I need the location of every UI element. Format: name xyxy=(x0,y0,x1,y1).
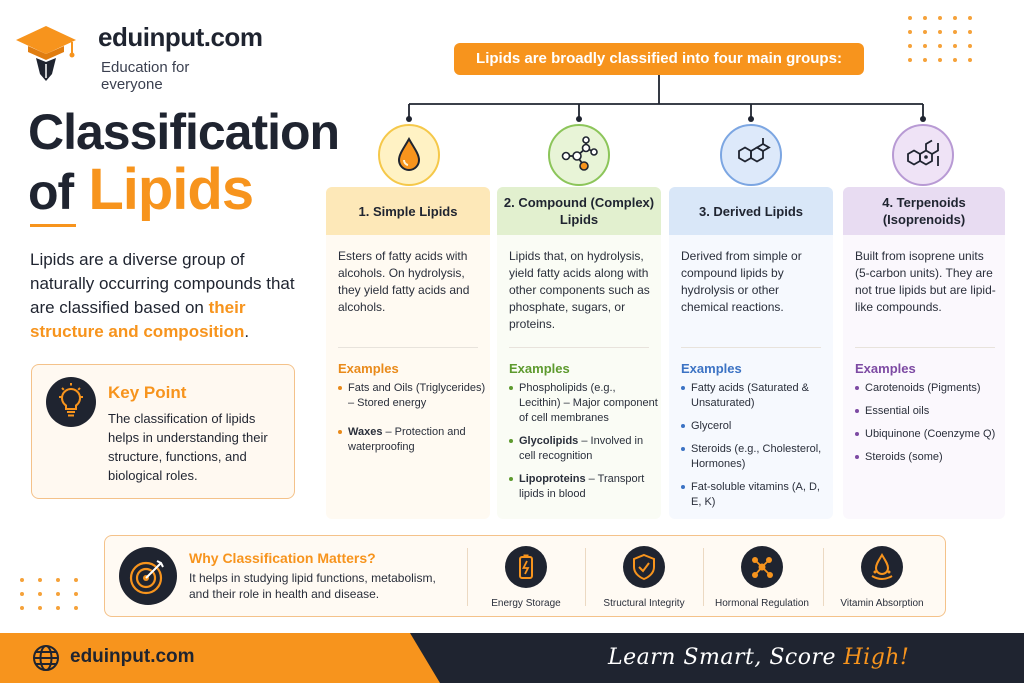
list-item: Fatty acids (Saturated & Unsaturated) xyxy=(681,381,831,411)
footer-bar xyxy=(0,633,1024,683)
intro-highlight: their structure and composition xyxy=(30,298,246,341)
target-icon xyxy=(119,547,177,605)
examples-list xyxy=(681,381,831,518)
lightbulb-icon xyxy=(46,377,96,427)
key-point-box xyxy=(31,364,295,499)
graduation-pen-icon xyxy=(14,18,78,82)
divider xyxy=(509,347,649,348)
list-item: Fats and Oils (Triglycerides) – Stored energy xyxy=(338,381,488,411)
why-title: Why Classification Matters? xyxy=(189,550,376,566)
brand-logo[interactable] xyxy=(14,18,263,93)
isoprene-structure-icon xyxy=(892,124,954,186)
footer-site-link[interactable]: eduinput.com xyxy=(70,646,195,667)
feature-label: Hormonal Regulation xyxy=(715,598,809,609)
title-underline xyxy=(30,224,76,227)
globe-icon xyxy=(32,644,60,672)
why-classification-panel xyxy=(104,535,946,617)
footer-slogan xyxy=(608,645,909,670)
slogan-text: Learn Smart, Score xyxy=(608,645,844,670)
feature-label: Vitamin Absorption xyxy=(840,598,924,609)
footer-accent xyxy=(0,633,440,683)
key-point-title: Key Point xyxy=(108,383,187,402)
slogan-highlight: High! xyxy=(843,645,910,670)
decorative-dots-top-right xyxy=(908,16,972,62)
list-item: Waxes – Protection and waterproofing xyxy=(338,425,488,455)
divider xyxy=(338,347,478,348)
list-item: Lipoproteins – Transport lipids in blood xyxy=(509,472,659,502)
classification-banner: Lipids are broadly classified into four main groups: xyxy=(454,43,864,75)
intro-text: Lipids are a diverse group of naturally occurring compounds that are classified based on xyxy=(30,250,295,317)
hormone-network-icon xyxy=(741,546,783,588)
examples-list xyxy=(338,381,488,463)
examples-list xyxy=(509,381,659,510)
group-description: Esters of fatty acids with alcohols. On hydrolysis, they yield fatty acids and alcohols. xyxy=(338,249,470,314)
group-title: 3. Derived Lipids xyxy=(669,187,833,235)
brand-tagline: Education for everyone xyxy=(101,59,190,93)
list-item: Essential oils xyxy=(855,404,1005,419)
list-item: Carotenoids (Pigments) xyxy=(855,381,1005,396)
examples-list xyxy=(855,381,1005,473)
group-card-derived-lipids xyxy=(669,187,833,519)
group-title: 1. Simple Lipids xyxy=(326,187,490,235)
group-description: Derived from simple or compound lipids by hydrolysis or other chemical reactions. xyxy=(681,249,802,314)
hexagon-rings-icon xyxy=(720,124,782,186)
intro-paragraph xyxy=(30,248,300,344)
title-of: of xyxy=(28,164,74,220)
examples-label: Examples xyxy=(681,361,742,376)
brand-name: eduinput.com xyxy=(98,22,263,52)
divider xyxy=(681,347,821,348)
battery-icon xyxy=(505,546,547,588)
feature-vitamin-absorption xyxy=(823,546,941,609)
group-description: Lipids that, on hydrolysis, yield fatty acids along with other components such as phosphate, sugars, or proteins. xyxy=(509,249,650,331)
list-item: Phospholipids (e.g., Lecithin) – Major component of cell membranes xyxy=(509,381,659,426)
group-description: Built from isoprene units (5-carbon units). They are not true lipids but are lipid-like compounds. xyxy=(855,249,996,314)
group-card-terpenoids xyxy=(843,187,1005,519)
oil-drop-icon xyxy=(378,124,440,186)
feature-label: Energy Storage xyxy=(491,598,561,609)
title-highlight: Lipids xyxy=(88,157,254,222)
page-title-line1: Classification xyxy=(28,104,340,160)
group-title: 4. Terpenoids (Isoprenoids) xyxy=(843,187,1005,235)
molecule-network-icon xyxy=(548,124,610,186)
examples-label: Examples xyxy=(855,361,916,376)
feature-energy-storage xyxy=(467,546,585,609)
group-card-simple-lipids xyxy=(326,187,490,519)
why-text: It helps in studying lipid functions, metabolism, and their role in health and disease. xyxy=(189,571,436,601)
list-item: Glycolipids – Involved in cell recognition xyxy=(509,434,659,464)
key-point-text: The classification of lipids helps in understanding their structure, functions, and biological roles. xyxy=(108,411,268,483)
group-card-compound-lipids xyxy=(497,187,661,519)
group-title: 2. Compound (Complex) Lipids xyxy=(497,187,661,235)
feature-label: Structural Integrity xyxy=(603,598,685,609)
page-title-line2 xyxy=(28,158,253,224)
vitamin-drop-icon xyxy=(861,546,903,588)
list-item: Ubiquinone (Coenzyme Q) xyxy=(855,427,1005,442)
examples-label: Examples xyxy=(509,361,570,376)
examples-label: Examples xyxy=(338,361,399,376)
intro-end: . xyxy=(244,322,250,341)
list-item: Fat-soluble vitamins (A, D, E, K) xyxy=(681,480,831,510)
list-item: Steroids (some) xyxy=(855,450,1005,465)
list-item: Glycerol xyxy=(681,419,831,434)
feature-hormonal-regulation xyxy=(703,546,821,609)
feature-structural-integrity xyxy=(585,546,703,609)
divider xyxy=(855,347,995,348)
list-item: Steroids (e.g., Cholesterol, Hormones) xyxy=(681,442,831,472)
decorative-dots-bottom-left xyxy=(20,578,78,610)
shield-check-icon xyxy=(623,546,665,588)
